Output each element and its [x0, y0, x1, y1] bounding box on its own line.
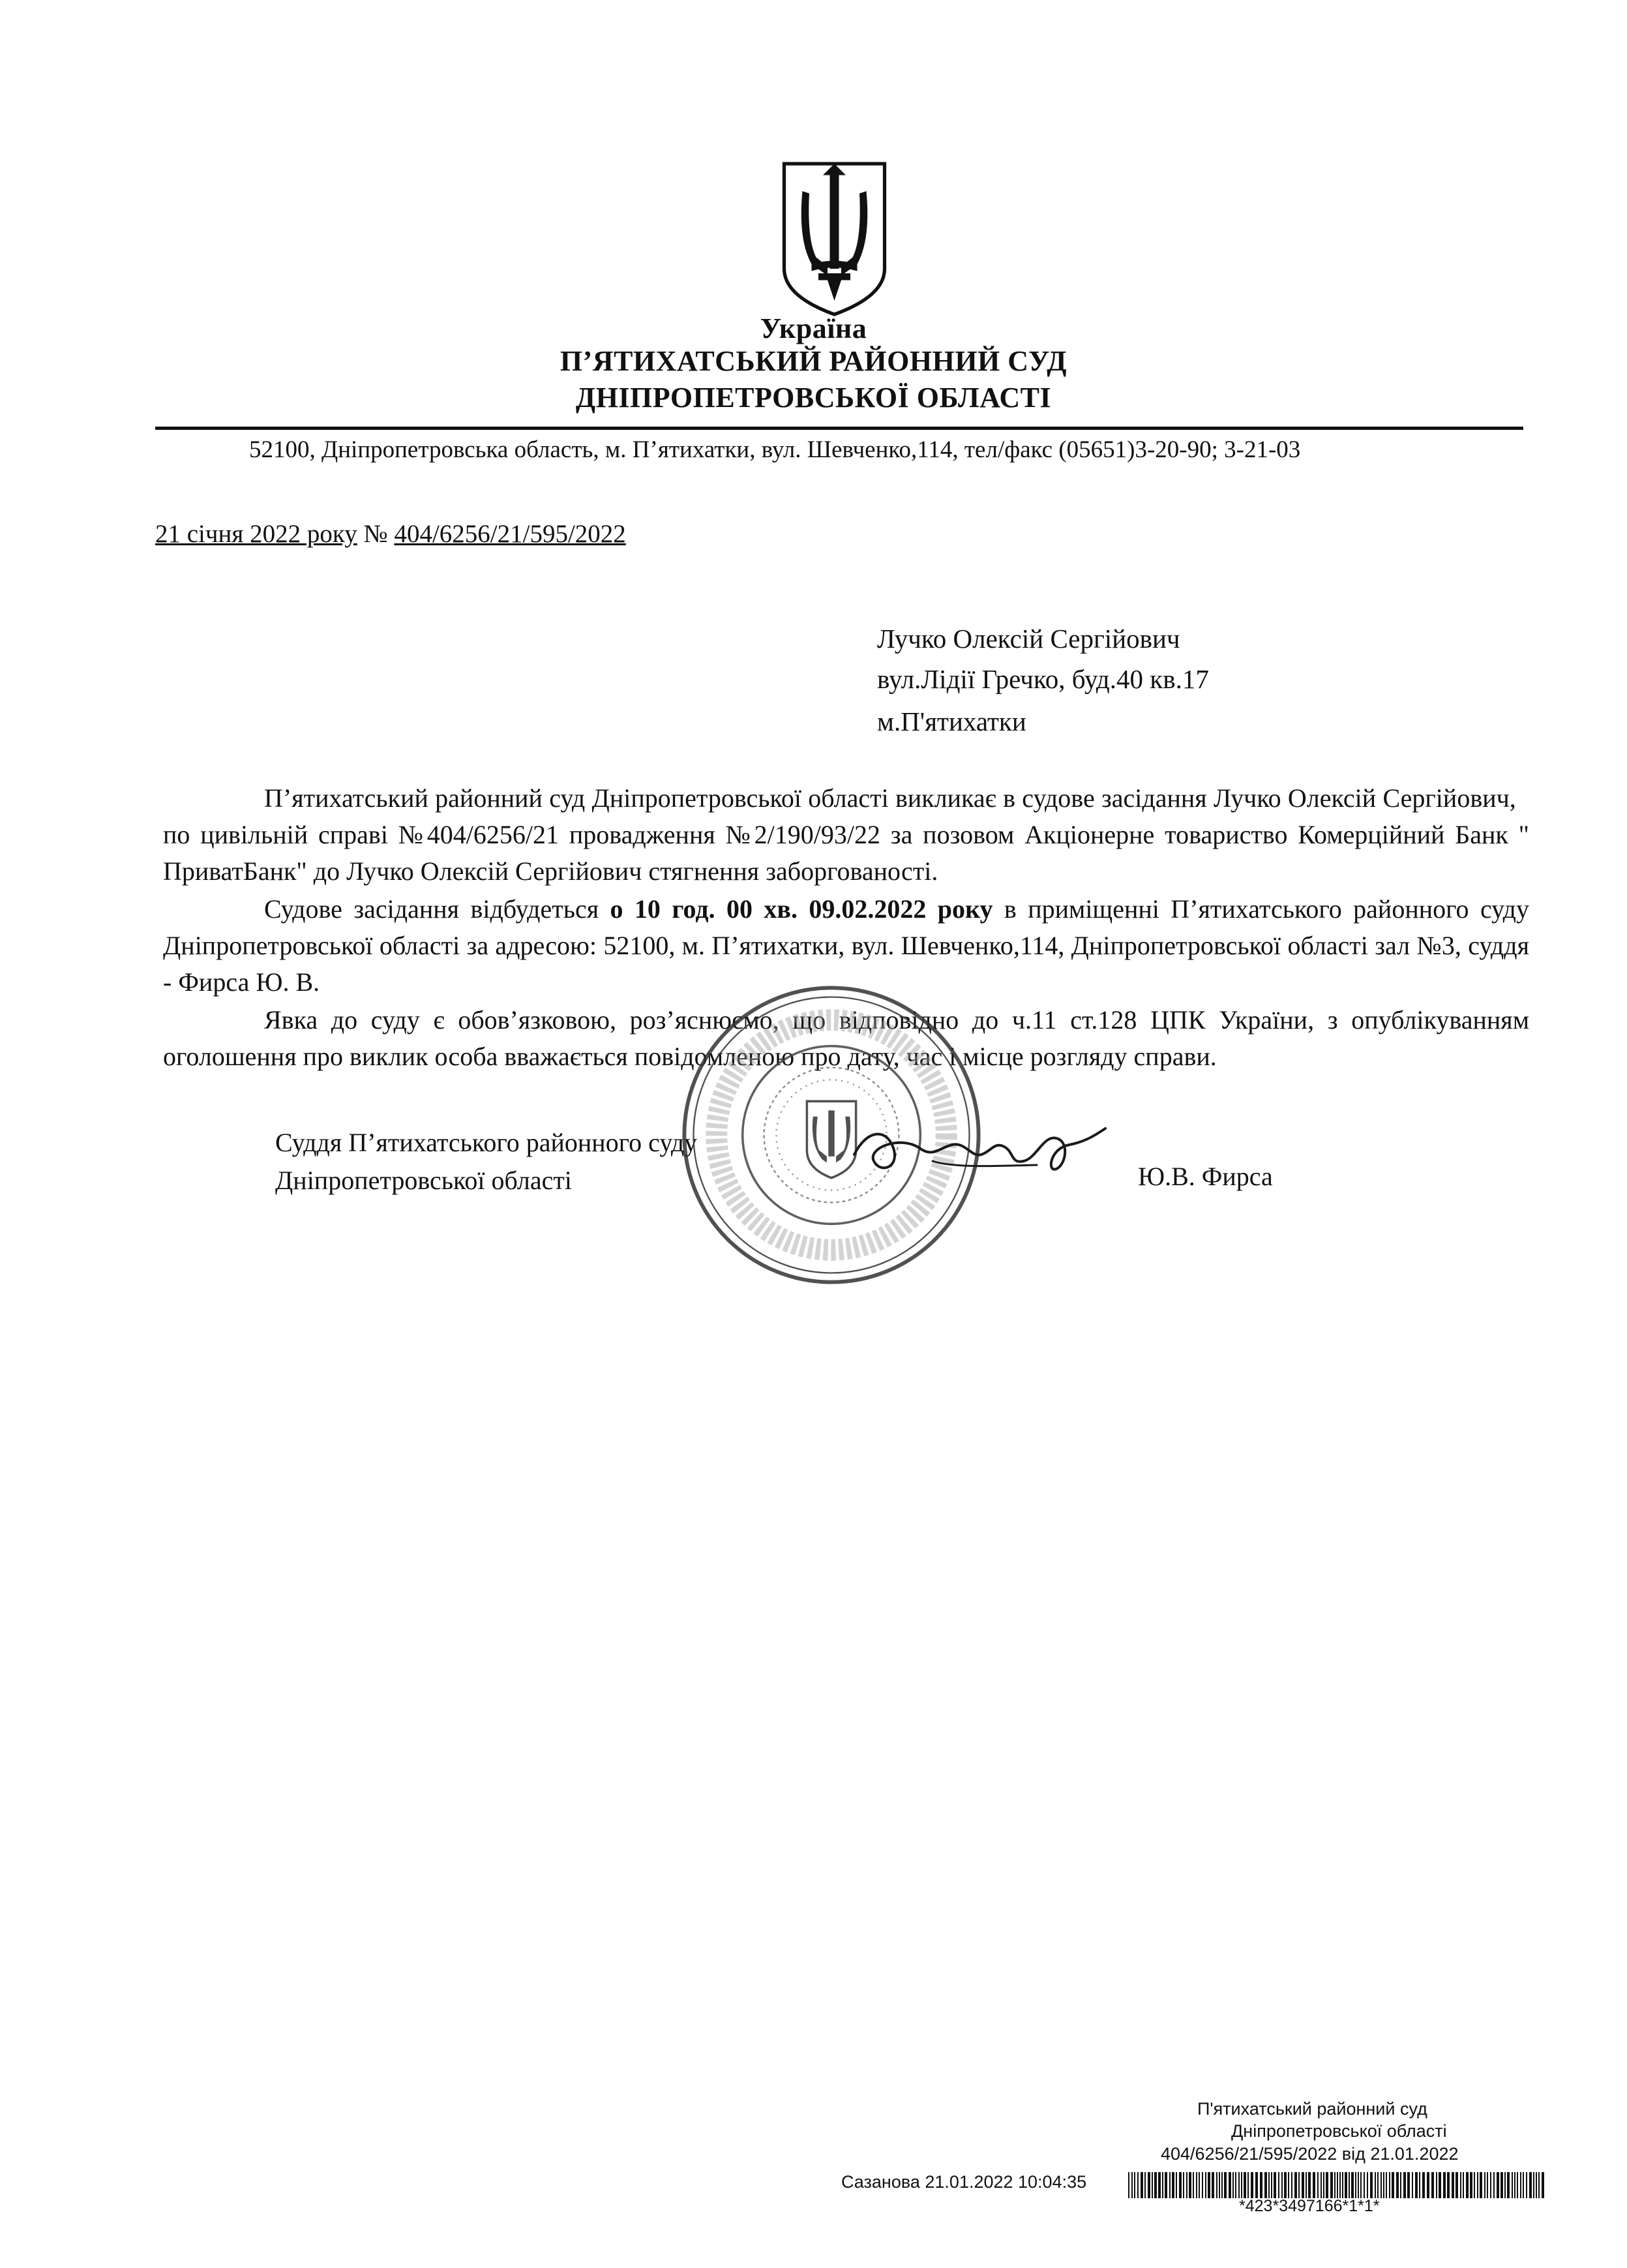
judge-title-line2: Дніпропетровської області	[275, 1166, 572, 1195]
footer-court-line2: Дніпропетровської області	[1231, 2121, 1447, 2141]
summons-text-a: П’ятихатський районний суд Дніпропетровської області викликає в судове засідання Лучко Олексій Сергійович,	[264, 783, 1516, 813]
trident-coat-of-arms-icon	[777, 159, 891, 319]
hearing-text-a: Судове засідання відбудеться	[264, 894, 599, 924]
footer-court-line1: П'ятихатський районний суд	[1197, 2099, 1427, 2119]
court-address: 52100, Дніпропетровська область, м. П’ятихатки, вул. Шевченко,114, тел/факс (05651)3-20-90; 3-21-03	[249, 436, 1301, 463]
footer-barcode-text: *423*3497166*1*1*	[1239, 2197, 1380, 2215]
recipient-street: вул.Лідії Гречко, буд.40 кв.17	[877, 664, 1209, 694]
court-name-heading: П’ЯТИХАТСЬКИЙ РАЙОННИЙ СУД	[560, 345, 1067, 377]
handwritten-signature-icon	[841, 1109, 1115, 1194]
hearing-datetime: о 10 год. 00 хв. 09.02.2022 року	[610, 894, 993, 924]
footer-doc-ref: 404/6256/21/595/2022 від 21.01.2022	[1161, 2144, 1459, 2164]
header-divider	[155, 427, 1523, 430]
reference-number: 404/6256/21/595/2022	[394, 520, 626, 548]
judge-title-line1: Суддя П’ятихатського районного суду	[275, 1128, 698, 1157]
reference-number-prefix: №	[363, 520, 388, 548]
summons-paragraph	[163, 780, 1529, 890]
summons-text-b: по цивільній справі №404/6256/21 провадження №2/190/93/22 за позовом Акціонерне товариство Комерційний Банк " ПриватБанк" до Лучко Олексій Сергійович стягнення заборгованості.	[163, 820, 1529, 886]
attendance-text: Явка до суду є обов’язковою, роз’яснюємо, що відповідно до ч.11 ст.128 ЦПК України, з опублікуванням оголошення про виклик особа вважається повідомленою про дату, час і місце розгляду справи.	[163, 1005, 1529, 1071]
hearing-text-b: в приміщенні П’ятихатського районного суду Дніпропетровської області за адресою: 52100, м. П’ятихатки, вул. Шевченко,114, Дніпропетровської області зал №3, суддя - Фирса Ю. В.	[163, 894, 1530, 997]
recipient-name: Лучко Олексій Сергійович	[877, 624, 1180, 654]
recipient-city: м.П'ятихатки	[877, 706, 1026, 736]
reference-line	[155, 519, 626, 549]
region-heading: ДНІПРОПЕТРОВСЬКОЇ ОБЛАСТІ	[575, 382, 1052, 414]
footer-clerk-timestamp: Сазанова 21.01.2022 10:04:35	[841, 2172, 1087, 2192]
country-heading: Україна	[760, 312, 867, 344]
judge-name: Ю.В. Фирса	[1138, 1162, 1273, 1191]
reference-date: 21 січня 2022 року	[155, 520, 357, 548]
